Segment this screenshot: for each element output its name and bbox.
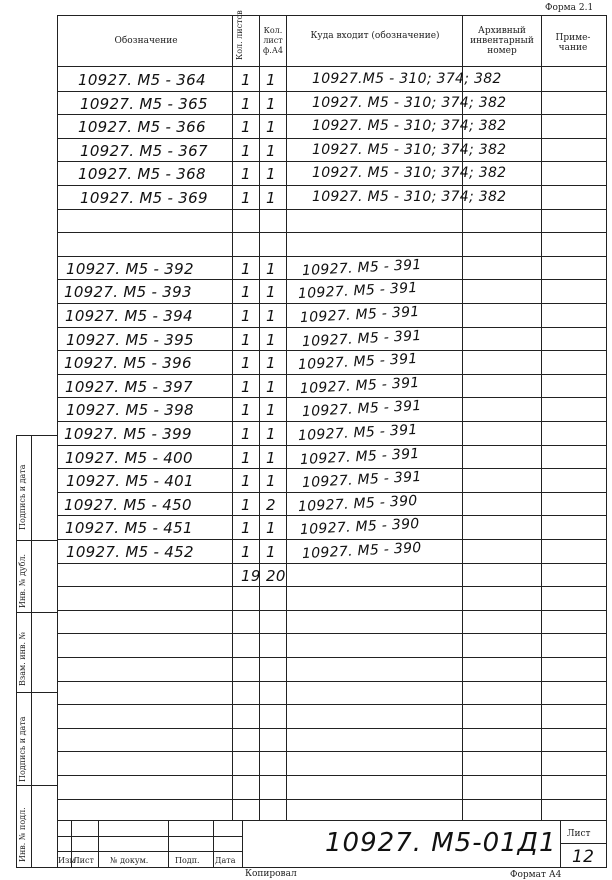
- row-designation: 10927. M5 - 398: [66, 401, 194, 419]
- row-line: [57, 303, 607, 304]
- row-a4: 1: [266, 378, 276, 396]
- row-where-used: 10927. M5 - 391: [301, 256, 422, 280]
- tb-col-change: Изм: [58, 856, 76, 865]
- row-line: [57, 728, 607, 729]
- row-line: [57, 539, 607, 540]
- row-sheets: 1: [241, 165, 251, 183]
- row-where-used: 10927. M5 - 310; 374; 382: [312, 189, 507, 205]
- header-sheets-a4: Кол. лист ф.А4: [263, 26, 283, 55]
- row-a4: 2: [266, 496, 276, 514]
- row-line: [57, 256, 607, 257]
- tb-col-date: Дата: [215, 856, 236, 865]
- tb-col-4: [213, 820, 214, 868]
- side-div-4: [16, 785, 58, 786]
- row-designation: 10927. M5 - 400: [65, 449, 193, 467]
- row-sheets: 1: [241, 354, 251, 372]
- row-where-used: 10927. M5 - 310; 374; 382: [312, 165, 507, 181]
- row-a4: 1: [266, 331, 276, 349]
- row-line: [57, 586, 607, 587]
- row-a4: 1: [266, 118, 276, 136]
- row-a4: 1: [266, 543, 276, 561]
- row-sheets: 1: [241, 425, 251, 443]
- row-where-used: 10927. M5 - 310; 374; 382: [312, 95, 507, 111]
- side-strip-inner: [31, 435, 32, 868]
- row-where-used: 10927.M5 - 310; 374; 382: [312, 71, 502, 87]
- row-line: [57, 468, 607, 469]
- row-sheets: 1: [241, 260, 251, 278]
- row-sheets: 1: [241, 378, 251, 396]
- title-block-divider: [242, 820, 243, 868]
- tb-col-2: [98, 820, 99, 868]
- row-where-used: 10927. M5 - 391: [299, 303, 420, 327]
- row-designation: 10927. M5 - 399: [64, 425, 192, 443]
- row-where-used: 10927. M5 - 391: [297, 421, 418, 445]
- header-note: Приме- чание: [555, 33, 591, 53]
- row-a4: 1: [266, 307, 276, 325]
- row-line: [57, 374, 607, 375]
- frame-top: [57, 15, 607, 16]
- row-designation: 10927. M5 - 450: [64, 496, 192, 514]
- row-designation: 10927. M5 - 395: [66, 331, 194, 349]
- row-line: [57, 610, 607, 611]
- side-div-1: [16, 540, 58, 541]
- row-sheets: 1: [241, 449, 251, 467]
- side-label-sign-date-1: Подпись и дата: [18, 464, 27, 530]
- row-line: [57, 279, 607, 280]
- form-label: Форма 2.1: [545, 3, 594, 13]
- row-sheets: 1: [241, 95, 251, 113]
- row-line: [57, 185, 607, 186]
- header-archive-number: Архивный инвентарный номер: [470, 26, 534, 56]
- row-where-used: 10927. M5 - 391: [301, 468, 422, 492]
- tb-sheet-row: [560, 843, 607, 844]
- row-sheets: 1: [241, 71, 251, 89]
- row-where-used: 10927. M5 - 390: [297, 492, 418, 516]
- row-sheets: 1: [241, 331, 251, 349]
- side-div-3: [16, 692, 58, 693]
- header-bottom: [57, 66, 607, 67]
- row-line: [57, 161, 607, 162]
- row-sheets: 1: [241, 401, 251, 419]
- row-line: [57, 775, 607, 776]
- title-block-row-2: [57, 851, 242, 852]
- row-line: [57, 209, 607, 210]
- tb-col-sign: Подп.: [175, 856, 200, 865]
- tb-col-doc: № докум.: [110, 856, 149, 865]
- frame-bottom: [16, 867, 607, 868]
- col-div-1: [232, 15, 233, 820]
- row-where-used: 10927. M5 - 391: [297, 350, 418, 374]
- frame-right: [606, 15, 607, 868]
- row-where-used: 10927. M5 - 391: [301, 397, 422, 421]
- row-designation: 10927. M5 - 401: [66, 472, 194, 490]
- row-designation: 10927. M5 - 394: [65, 307, 193, 325]
- row-line: [57, 445, 607, 446]
- row-a4: 1: [266, 472, 276, 490]
- row-sheets: 1: [241, 307, 251, 325]
- row-a4: 20: [266, 567, 286, 585]
- row-designation: 10927. M5 - 393: [64, 283, 192, 301]
- row-line: [57, 681, 607, 682]
- row-line: [57, 138, 607, 139]
- row-line: [57, 421, 607, 422]
- row-sheets: 1: [241, 142, 251, 160]
- row-where-used: 10927. M5 - 310; 374; 382: [312, 142, 507, 158]
- row-line: [57, 350, 607, 351]
- row-sheets: 1: [241, 472, 251, 490]
- header-sheets-count: Кол. листов: [235, 10, 244, 60]
- row-a4: 1: [266, 165, 276, 183]
- col-div-3: [286, 15, 287, 820]
- row-designation: 10927. M5 - 367: [80, 142, 208, 160]
- row-a4: 1: [266, 142, 276, 160]
- col-div-5: [541, 15, 542, 820]
- row-line: [57, 91, 607, 92]
- title-block-top: [57, 820, 607, 821]
- row-where-used: 10927. M5 - 390: [301, 539, 422, 563]
- tb-col-sheet: Лист: [73, 856, 94, 865]
- document-code: 10927. M5-01Д1: [325, 828, 557, 858]
- row-designation: 10927. M5 - 397: [65, 378, 193, 396]
- sheet-number: 12: [572, 847, 595, 867]
- side-label-sign-date-2: Подпись и дата: [18, 716, 27, 782]
- row-line: [57, 799, 607, 800]
- row-designation: 10927. M5 - 452: [66, 543, 194, 561]
- side-strip-top: [16, 435, 58, 436]
- row-line: [57, 515, 607, 516]
- row-a4: 1: [266, 354, 276, 372]
- row-where-used: 10927. M5 - 390: [299, 515, 420, 539]
- row-where-used: 10927. M5 - 391: [299, 445, 420, 469]
- row-designation: 10927. M5 - 396: [64, 354, 192, 372]
- tb-col-3: [168, 820, 169, 868]
- row-designation: 10927. M5 - 368: [78, 165, 206, 183]
- row-a4: 1: [266, 71, 276, 89]
- row-line: [57, 114, 607, 115]
- footer-format: Формат А4: [510, 870, 562, 880]
- row-line: [57, 704, 607, 705]
- side-label-vzam-inv: Взам. инв. №: [18, 631, 27, 686]
- row-a4: 1: [266, 401, 276, 419]
- row-sheets: 1: [241, 189, 251, 207]
- row-line: [57, 563, 607, 564]
- footer-copied: Копировал: [245, 869, 297, 879]
- row-sheets: 19: [241, 567, 261, 585]
- row-designation: 10927. M5 - 451: [65, 519, 193, 537]
- row-a4: 1: [266, 425, 276, 443]
- row-designation: 10927. M5 - 392: [66, 260, 194, 278]
- row-a4: 1: [266, 189, 276, 207]
- row-line: [57, 492, 607, 493]
- side-div-2: [16, 612, 58, 613]
- row-sheets: 1: [241, 519, 251, 537]
- row-line: [57, 751, 607, 752]
- row-sheets: 1: [241, 543, 251, 561]
- side-label-inv-podl: Инв. № подл.: [18, 807, 27, 862]
- row-a4: 1: [266, 260, 276, 278]
- frame-left: [57, 15, 58, 868]
- col-div-2: [259, 15, 260, 820]
- header-where-used: Куда входит (обозначение): [310, 31, 440, 41]
- row-a4: 1: [266, 95, 276, 113]
- row-sheets: 1: [241, 283, 251, 301]
- side-strip-outer: [16, 435, 17, 868]
- row-a4: 1: [266, 449, 276, 467]
- row-where-used: 10927. M5 - 391: [297, 279, 418, 303]
- row-designation: 10927. M5 - 364: [78, 71, 206, 89]
- row-where-used: 10927. M5 - 310; 374; 382: [312, 118, 507, 134]
- row-a4: 1: [266, 283, 276, 301]
- row-sheets: 1: [241, 118, 251, 136]
- row-where-used: 10927. M5 - 391: [301, 327, 422, 351]
- row-a4: 1: [266, 519, 276, 537]
- row-line: [57, 657, 607, 658]
- title-block-row-1: [57, 836, 242, 837]
- row-designation: 10927. M5 - 366: [78, 118, 206, 136]
- row-line: [57, 232, 607, 233]
- row-where-used: 10927. M5 - 391: [299, 374, 420, 398]
- row-sheets: 1: [241, 496, 251, 514]
- header-designation: Обозначение: [114, 36, 178, 46]
- row-line: [57, 327, 607, 328]
- tb-sheet-divider: [560, 820, 561, 868]
- row-line: [57, 633, 607, 634]
- col-div-4: [462, 15, 463, 820]
- row-designation: 10927. M5 - 369: [80, 189, 208, 207]
- row-line: [57, 397, 607, 398]
- side-label-inv-dubl: Инв. № дубл.: [18, 553, 27, 608]
- row-designation: 10927. M5 - 365: [80, 95, 208, 113]
- sheet-label: Лист: [567, 829, 591, 839]
